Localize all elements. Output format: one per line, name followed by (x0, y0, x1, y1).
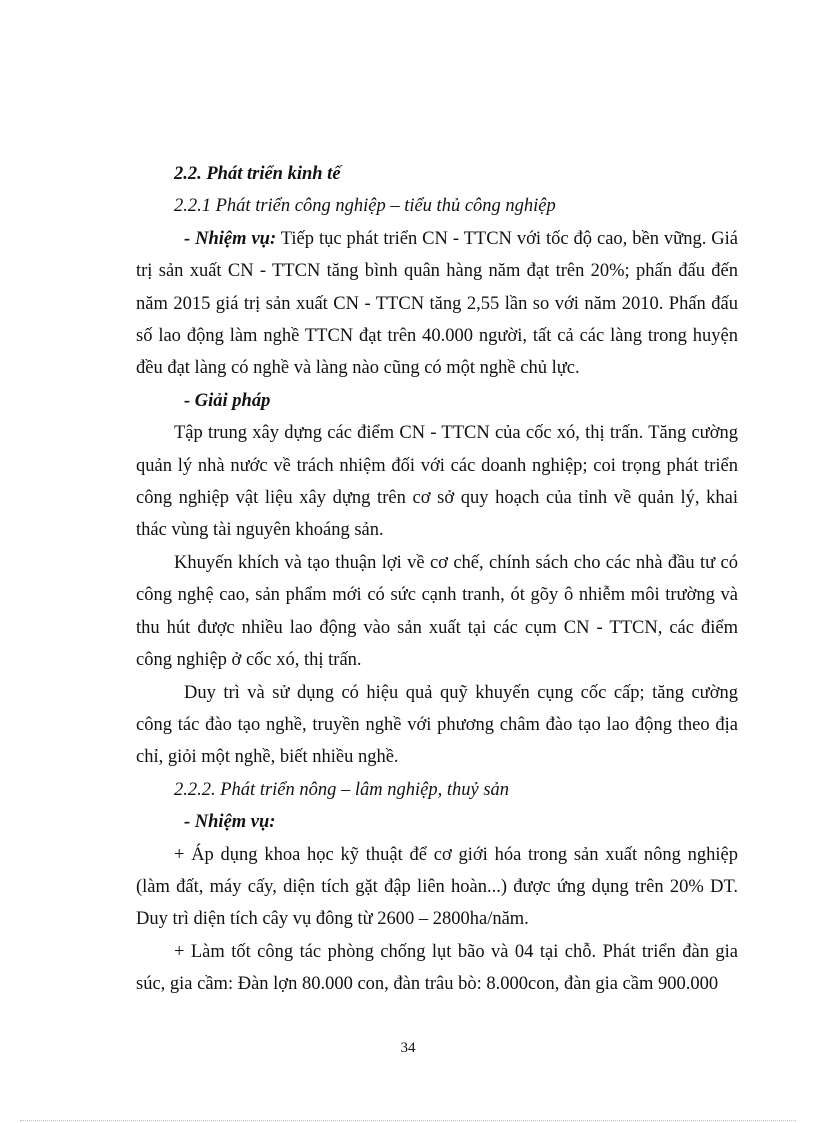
giai-phap-paragraph-3: Duy trì và sử dụng có hiệu quả quỹ khuyến cụng cốc cấp; tăng cường công tác đào tạo nghề, truyền nghề với phương châm đào tạo lao động theo địa chỉ, giỏi một nghề, biết nhiều nghề. (136, 682, 738, 768)
nhiem-vu-text: Tiếp tục phát triển CN - TTCN với tốc độ cao, bền vững. Giá trị sản xuất CN - TTCN tăng bình quân hàng năm đạt trên 20%; phấn đấu đến năm 2015 giá trị sản xuất CN - TTCN tăng 2,55 lần so với năm 2010. Phấn đấu số lao động làm nghề TTCN đạt trên 40.000 người, tất cả các làng trong huyện đều đạt làng có nghề và làng nào cũng có một nghề chủ lực. (136, 228, 738, 379)
page-bottom-divider (20, 1120, 796, 1121)
nhiem-vu-label: - Nhiệm vụ: (184, 228, 277, 249)
nhiem-vu-2-label: - Nhiệm vụ: (184, 812, 276, 833)
nhiem-vu-paragraph (136, 223, 738, 385)
list-item-1: + Áp dụng khoa học kỹ thuật để cơ giới hóa trong sản xuất nông nghiệp (làm đất, máy cấy, diện tích gặt đập liên hoàn...) được ứng dụng trên 20% DT. Duy trì diện tích cây vụ đông từ 2600 – 2800ha/năm. (136, 844, 738, 930)
section-2-2-2-heading: 2.2.2. Phát triển nông – lâm nghiệp, thuỷ sản (174, 779, 510, 800)
giai-phap-paragraph-2: Khuyến khích và tạo thuận lợi về cơ chế, chính sách cho các nhà đầu tư có công nghệ cao, sản phẩm mới có sức cạnh tranh, ót gõy ô nhiễm môi trường và thu hút được nhiều lao động vào sản xuất tại các cụm CN - TTCN, các điểm công nghiệp ở cốc xó, thị trấn. (136, 552, 738, 671)
giai-phap-label: - Giải pháp (184, 390, 271, 411)
giai-phap-paragraph-1: Tập trung xây dựng các điểm CN - TTCN của cốc xó, thị trấn. Tăng cường quản lý nhà nước về trách nhiệm đối với các doanh nghiệp; coi trọng phát triển công nghiệp vật liệu xây dựng trên cơ sở quy hoạch của tỉnh về quản lý, khai thác vùng tài nguyên khoáng sản. (136, 423, 738, 541)
section-2-2-1-heading: 2.2.1 Phát triển công nghiệp – tiểu thủ công nghiệp (174, 196, 556, 217)
section-2-2-heading: 2.2. Phát triển kinh tế (174, 164, 341, 184)
document-body (136, 158, 738, 1001)
list-item-2: + Làm tốt công tác phòng chống lụt bão và 04 tại chỗ. Phát triển đàn gia súc, gia cầm: Đàn lợn 80.000 con, đàn trâu bò: 8.000con, đàn gia cầm 900.000 (136, 941, 738, 995)
page-number: 34 (400, 1040, 416, 1056)
